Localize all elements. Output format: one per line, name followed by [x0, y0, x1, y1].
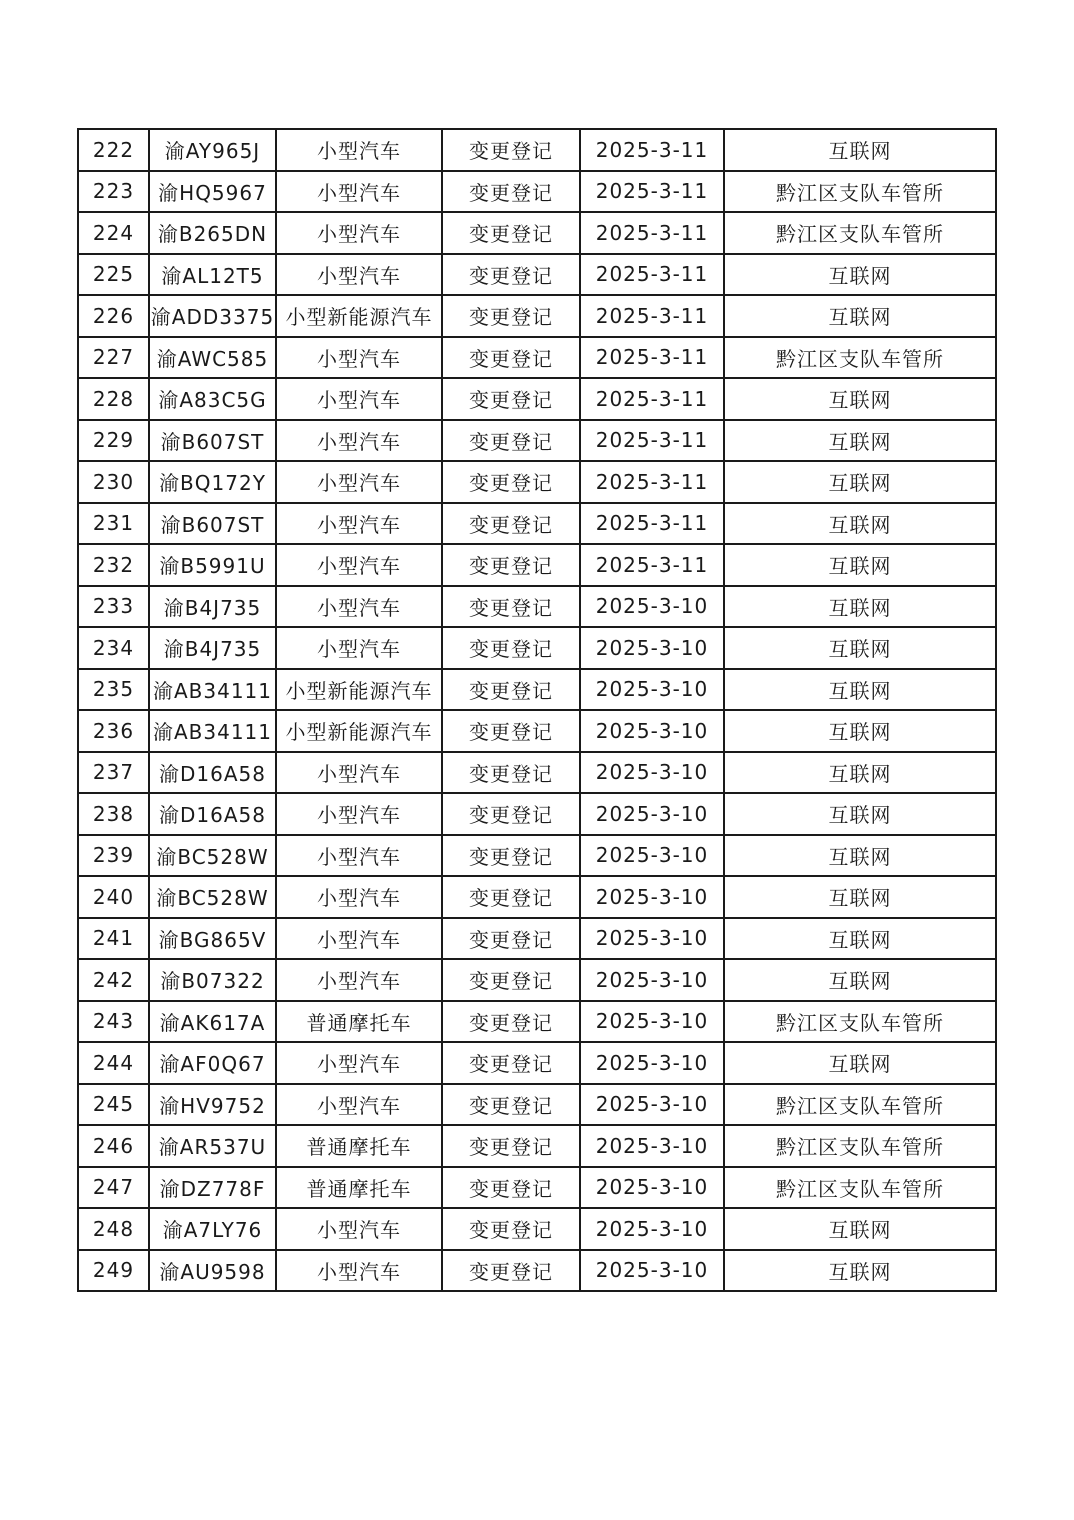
cell-number: 238	[78, 793, 149, 835]
cell-plate: 渝AY965J	[149, 129, 276, 171]
cell-business: 变更登记	[442, 295, 580, 337]
table-row	[78, 876, 996, 918]
cell-vehicle-type: 小型汽车	[276, 337, 442, 379]
cell-plate: 渝B265DN	[149, 212, 276, 254]
cell-date: 2025-3-10	[580, 669, 724, 711]
cell-business: 变更登记	[442, 254, 580, 296]
cell-business: 变更登记	[442, 835, 580, 877]
cell-business: 变更登记	[442, 1084, 580, 1126]
cell-date: 2025-3-10	[580, 1084, 724, 1126]
table-row	[78, 129, 996, 171]
cell-business: 变更登记	[442, 212, 580, 254]
table-row	[78, 627, 996, 669]
cell-business: 变更登记	[442, 1208, 580, 1250]
cell-date: 2025-3-10	[580, 876, 724, 918]
cell-number: 223	[78, 171, 149, 213]
cell-business: 变更登记	[442, 544, 580, 586]
cell-date: 2025-3-11	[580, 295, 724, 337]
cell-business: 变更登记	[442, 710, 580, 752]
cell-vehicle-type: 小型汽车	[276, 461, 442, 503]
cell-date: 2025-3-10	[580, 1208, 724, 1250]
cell-vehicle-type: 小型汽车	[276, 1208, 442, 1250]
cell-number: 235	[78, 669, 149, 711]
cell-office: 黔江区支队车管所	[724, 1125, 996, 1167]
cell-number: 231	[78, 503, 149, 545]
table-row	[78, 586, 996, 628]
cell-plate: 渝AB34111	[149, 669, 276, 711]
cell-office: 互联网	[724, 752, 996, 794]
cell-business: 变更登记	[442, 669, 580, 711]
cell-business: 变更登记	[442, 918, 580, 960]
table-row	[78, 212, 996, 254]
cell-date: 2025-3-11	[580, 420, 724, 462]
cell-office: 互联网	[724, 918, 996, 960]
cell-plate: 渝HV9752	[149, 1084, 276, 1126]
cell-business: 变更登记	[442, 586, 580, 628]
cell-date: 2025-3-11	[580, 337, 724, 379]
cell-vehicle-type: 小型新能源汽车	[276, 710, 442, 752]
table-row	[78, 1001, 996, 1043]
table-row	[78, 1167, 996, 1209]
cell-business: 变更登记	[442, 503, 580, 545]
cell-date: 2025-3-10	[580, 1001, 724, 1043]
cell-vehicle-type: 小型汽车	[276, 378, 442, 420]
table-row	[78, 295, 996, 337]
cell-vehicle-type: 小型汽车	[276, 171, 442, 213]
cell-office: 互联网	[724, 835, 996, 877]
cell-number: 234	[78, 627, 149, 669]
cell-plate: 渝B5991U	[149, 544, 276, 586]
cell-plate: 渝B07322	[149, 959, 276, 1001]
table-row	[78, 835, 996, 877]
cell-number: 241	[78, 918, 149, 960]
cell-plate: 渝D16A58	[149, 793, 276, 835]
cell-business: 变更登记	[442, 1167, 580, 1209]
cell-date: 2025-3-11	[580, 212, 724, 254]
cell-office: 黔江区支队车管所	[724, 1001, 996, 1043]
cell-plate: 渝B4J735	[149, 627, 276, 669]
cell-plate: 渝A83C5G	[149, 378, 276, 420]
cell-office: 黔江区支队车管所	[724, 1167, 996, 1209]
cell-number: 233	[78, 586, 149, 628]
cell-business: 变更登记	[442, 1125, 580, 1167]
cell-date: 2025-3-10	[580, 1125, 724, 1167]
cell-office: 互联网	[724, 420, 996, 462]
cell-plate: 渝AWC585	[149, 337, 276, 379]
cell-number: 246	[78, 1125, 149, 1167]
cell-number: 229	[78, 420, 149, 462]
cell-office: 互联网	[724, 586, 996, 628]
cell-date: 2025-3-10	[580, 1042, 724, 1084]
cell-vehicle-type: 小型汽车	[276, 752, 442, 794]
cell-vehicle-type: 小型汽车	[276, 959, 442, 1001]
cell-date: 2025-3-11	[580, 129, 724, 171]
cell-business: 变更登记	[442, 337, 580, 379]
cell-office: 互联网	[724, 1250, 996, 1292]
cell-vehicle-type: 小型汽车	[276, 1250, 442, 1292]
cell-date: 2025-3-10	[580, 1167, 724, 1209]
cell-plate: 渝B607ST	[149, 420, 276, 462]
cell-date: 2025-3-11	[580, 171, 724, 213]
cell-plate: 渝HQ5967	[149, 171, 276, 213]
cell-number: 222	[78, 129, 149, 171]
cell-number: 239	[78, 835, 149, 877]
table-row	[78, 254, 996, 296]
cell-office: 互联网	[724, 129, 996, 171]
cell-plate: 渝AF0Q67	[149, 1042, 276, 1084]
cell-number: 248	[78, 1208, 149, 1250]
cell-vehicle-type: 小型汽车	[276, 918, 442, 960]
table-row	[78, 959, 996, 1001]
cell-office: 互联网	[724, 793, 996, 835]
cell-number: 227	[78, 337, 149, 379]
cell-vehicle-type: 小型汽车	[276, 212, 442, 254]
cell-number: 240	[78, 876, 149, 918]
cell-plate: 渝AU9598	[149, 1250, 276, 1292]
cell-vehicle-type: 小型汽车	[276, 876, 442, 918]
cell-number: 230	[78, 461, 149, 503]
cell-plate: 渝BQ172Y	[149, 461, 276, 503]
cell-office: 互联网	[724, 876, 996, 918]
cell-vehicle-type: 普通摩托车	[276, 1125, 442, 1167]
cell-plate: 渝AB34111	[149, 710, 276, 752]
cell-plate: 渝BC528W	[149, 876, 276, 918]
cell-number: 243	[78, 1001, 149, 1043]
cell-office: 互联网	[724, 959, 996, 1001]
cell-vehicle-type: 小型新能源汽车	[276, 669, 442, 711]
cell-office: 黔江区支队车管所	[724, 171, 996, 213]
cell-date: 2025-3-10	[580, 1250, 724, 1292]
cell-number: 245	[78, 1084, 149, 1126]
cell-plate: 渝AR537U	[149, 1125, 276, 1167]
cell-number: 244	[78, 1042, 149, 1084]
cell-business: 变更登记	[442, 171, 580, 213]
cell-office: 互联网	[724, 627, 996, 669]
cell-vehicle-type: 普通摩托车	[276, 1001, 442, 1043]
cell-date: 2025-3-11	[580, 503, 724, 545]
table-body	[78, 129, 996, 1291]
table-row	[78, 1250, 996, 1292]
cell-number: 225	[78, 254, 149, 296]
cell-business: 变更登记	[442, 959, 580, 1001]
cell-number: 226	[78, 295, 149, 337]
table-row	[78, 1084, 996, 1126]
cell-plate: 渝BC528W	[149, 835, 276, 877]
cell-number: 232	[78, 544, 149, 586]
cell-plate: 渝AL12T5	[149, 254, 276, 296]
cell-date: 2025-3-10	[580, 752, 724, 794]
cell-business: 变更登记	[442, 461, 580, 503]
table-row	[78, 1042, 996, 1084]
table-row	[78, 420, 996, 462]
table-row	[78, 544, 996, 586]
cell-office: 互联网	[724, 461, 996, 503]
cell-business: 变更登记	[442, 627, 580, 669]
cell-date: 2025-3-11	[580, 544, 724, 586]
cell-vehicle-type: 小型汽车	[276, 254, 442, 296]
table-row	[78, 1208, 996, 1250]
cell-vehicle-type: 小型汽车	[276, 1042, 442, 1084]
table-row	[78, 1125, 996, 1167]
cell-vehicle-type: 小型汽车	[276, 586, 442, 628]
registration-table	[77, 128, 997, 1292]
cell-vehicle-type: 小型汽车	[276, 544, 442, 586]
cell-date: 2025-3-10	[580, 793, 724, 835]
cell-date: 2025-3-10	[580, 586, 724, 628]
cell-business: 变更登记	[442, 1001, 580, 1043]
cell-business: 变更登记	[442, 793, 580, 835]
cell-number: 224	[78, 212, 149, 254]
cell-office: 互联网	[724, 710, 996, 752]
cell-business: 变更登记	[442, 752, 580, 794]
cell-business: 变更登记	[442, 1042, 580, 1084]
table-row	[78, 918, 996, 960]
cell-office: 互联网	[724, 378, 996, 420]
cell-vehicle-type: 小型汽车	[276, 1084, 442, 1126]
cell-office: 互联网	[724, 1042, 996, 1084]
table-row	[78, 752, 996, 794]
cell-date: 2025-3-11	[580, 378, 724, 420]
cell-office: 互联网	[724, 669, 996, 711]
cell-plate: 渝A7LY76	[149, 1208, 276, 1250]
cell-date: 2025-3-10	[580, 918, 724, 960]
cell-vehicle-type: 小型汽车	[276, 627, 442, 669]
cell-business: 变更登记	[442, 1250, 580, 1292]
cell-date: 2025-3-11	[580, 461, 724, 503]
cell-number: 236	[78, 710, 149, 752]
table-row	[78, 461, 996, 503]
table-row	[78, 378, 996, 420]
cell-plate: 渝B607ST	[149, 503, 276, 545]
cell-vehicle-type: 小型汽车	[276, 503, 442, 545]
cell-office: 黔江区支队车管所	[724, 212, 996, 254]
cell-date: 2025-3-10	[580, 835, 724, 877]
cell-office: 互联网	[724, 503, 996, 545]
cell-office: 互联网	[724, 254, 996, 296]
cell-date: 2025-3-10	[580, 959, 724, 1001]
cell-vehicle-type: 小型新能源汽车	[276, 295, 442, 337]
cell-date: 2025-3-10	[580, 627, 724, 669]
cell-office: 互联网	[724, 544, 996, 586]
cell-number: 237	[78, 752, 149, 794]
table-row	[78, 793, 996, 835]
cell-number: 242	[78, 959, 149, 1001]
cell-office: 黔江区支队车管所	[724, 337, 996, 379]
cell-date: 2025-3-11	[580, 254, 724, 296]
cell-number: 249	[78, 1250, 149, 1292]
cell-plate: 渝DZ778F	[149, 1167, 276, 1209]
cell-plate: 渝ADD3375	[149, 295, 276, 337]
cell-office: 黔江区支队车管所	[724, 1084, 996, 1126]
table-row	[78, 337, 996, 379]
cell-office: 互联网	[724, 295, 996, 337]
table-row	[78, 669, 996, 711]
table-row	[78, 171, 996, 213]
cell-vehicle-type: 普通摩托车	[276, 1167, 442, 1209]
cell-plate: 渝D16A58	[149, 752, 276, 794]
table-row	[78, 710, 996, 752]
cell-business: 变更登记	[442, 420, 580, 462]
cell-date: 2025-3-10	[580, 710, 724, 752]
cell-plate: 渝B4J735	[149, 586, 276, 628]
cell-business: 变更登记	[442, 876, 580, 918]
cell-vehicle-type: 小型汽车	[276, 420, 442, 462]
cell-vehicle-type: 小型汽车	[276, 129, 442, 171]
cell-business: 变更登记	[442, 378, 580, 420]
table-row	[78, 503, 996, 545]
cell-number: 247	[78, 1167, 149, 1209]
cell-plate: 渝BG865V	[149, 918, 276, 960]
cell-plate: 渝AK617A	[149, 1001, 276, 1043]
cell-office: 互联网	[724, 1208, 996, 1250]
cell-vehicle-type: 小型汽车	[276, 835, 442, 877]
cell-vehicle-type: 小型汽车	[276, 793, 442, 835]
cell-number: 228	[78, 378, 149, 420]
cell-business: 变更登记	[442, 129, 580, 171]
